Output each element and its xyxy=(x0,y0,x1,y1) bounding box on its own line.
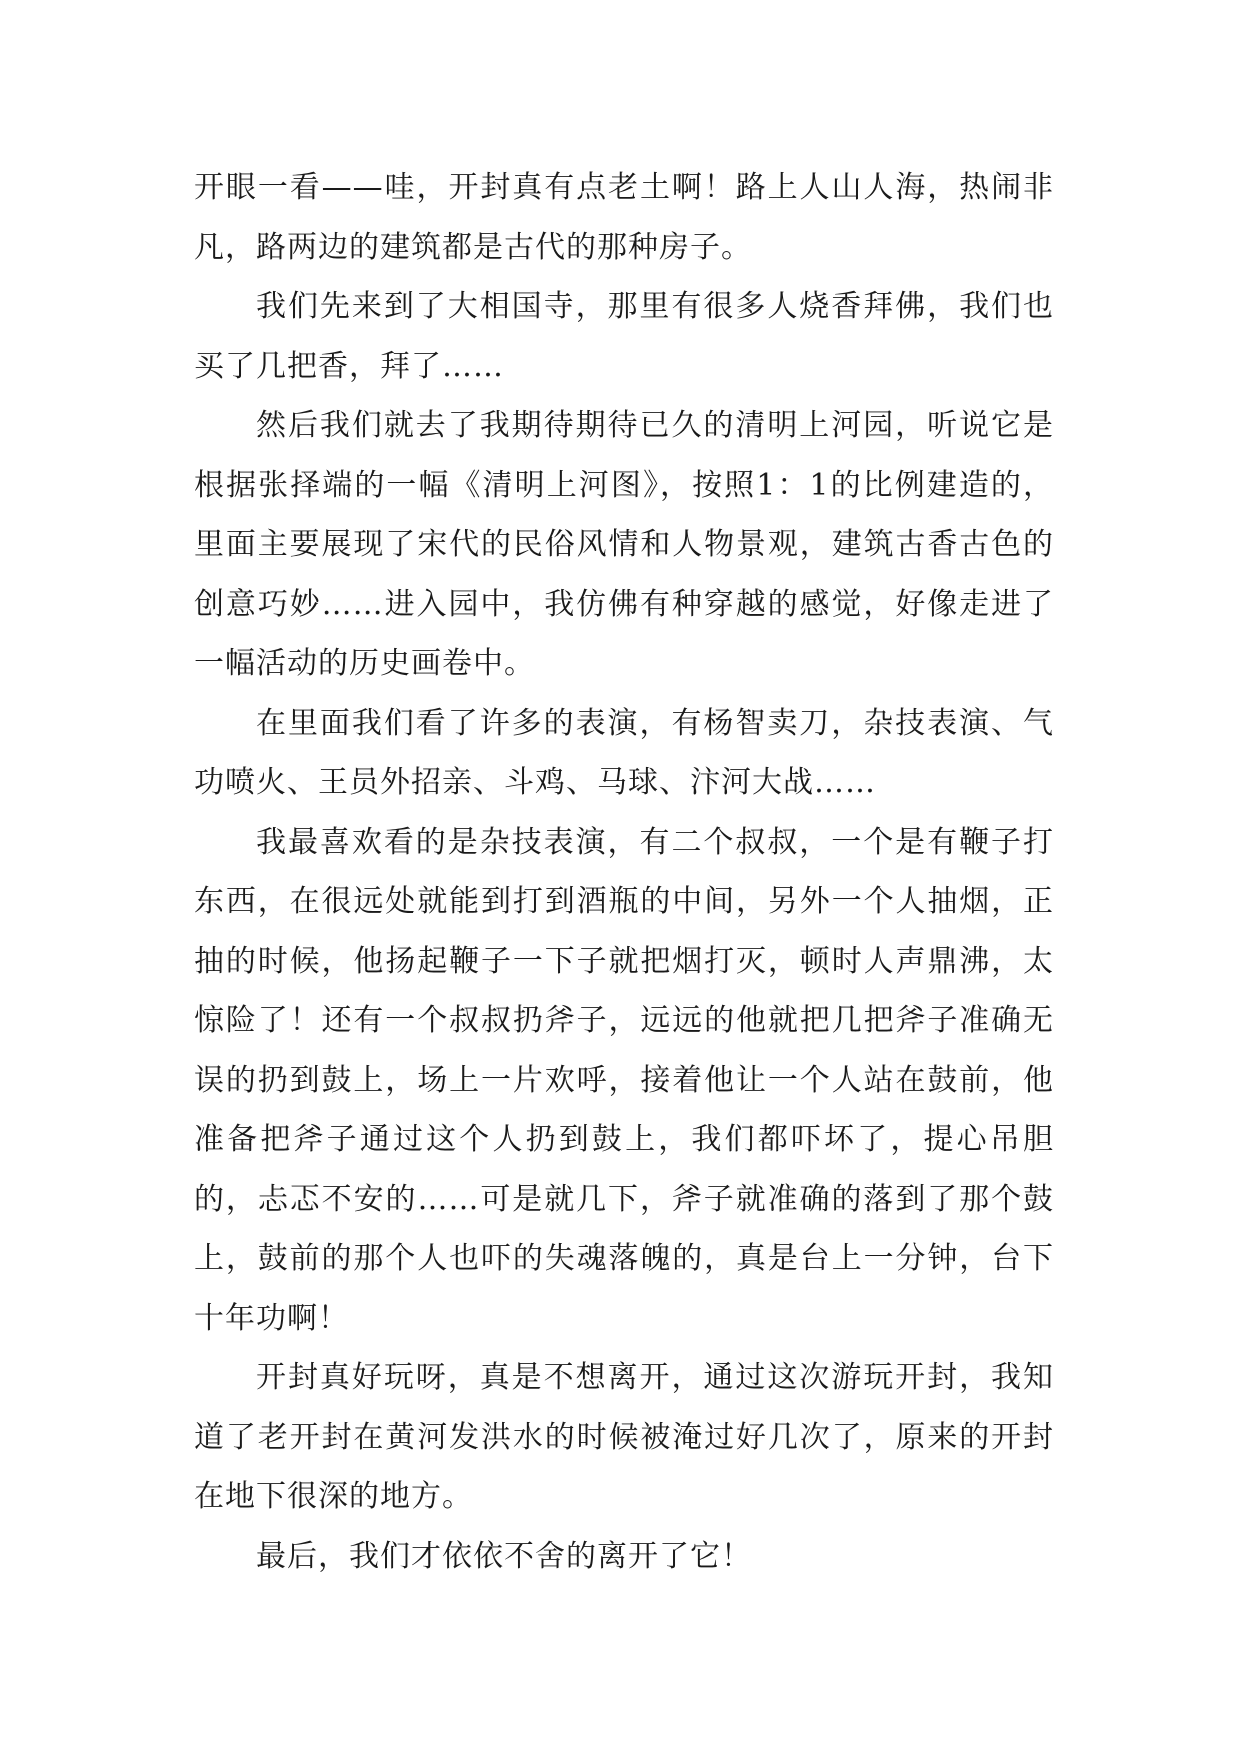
paragraph-7: 最后，我们才依依不舍的离开了它！ xyxy=(256,1538,752,1574)
document-body xyxy=(194,158,1054,1586)
paragraph-1: 开眼一看——哇，开封真有点老土啊！路上人山人海，热闹非凡，路两边的建筑都是古代的那种房子。 xyxy=(194,170,1054,265)
paragraph-6: 开封真好玩呀，真是不想离开，通过这次游玩开封，我知道了老开封在黄河发洪水的时候被淹过好几次了，原来的开封在地下很深的地方。 xyxy=(194,1360,1054,1514)
paragraph-2: 我们先来到了大相国寺，那里有很多人烧香拜佛，我们也买了几把香，拜了…… xyxy=(194,289,1054,384)
paragraph-5: 我最喜欢看的是杂技表演，有二个叔叔，一个是有鞭子打东西，在很远处就能到打到酒瓶的中间，另外一个人抽烟，正抽的时候，他扬起鞭子一下子就把烟打灭，顿时人声鼎沸，太惊险了！还有一个叔叔扔斧子，远远的他就把几把斧子准确无误的扔到鼓上，场上一片欢呼，接着他让一个人站在鼓前，他准备把斧子通过这个人扔到鼓上，我们都吓坏了，提心吊胆的，忐忑不安的……可是就几下，斧子就准确的落到了那个鼓上，鼓前的那个人也吓的失魂落魄的，真是台上一分钟，台下十年功啊！ xyxy=(194,824,1054,1336)
paragraph-3: 然后我们就去了我期待期待已久的清明上河园，听说它是根据张择端的一幅《清明上河图》，按照1：1的比例建造的，里面主要展现了宋代的民俗风情和人物景观，建筑古香古色的创意巧妙……进入园中，我仿佛有种穿越的感觉，好像走进了一幅活动的历史画卷中。 xyxy=(194,408,1054,681)
paragraph-4: 在里面我们看了许多的表演，有杨智卖刀，杂技表演、气功喷火、王员外招亲、斗鸡、马球、汴河大战…… xyxy=(194,705,1054,800)
